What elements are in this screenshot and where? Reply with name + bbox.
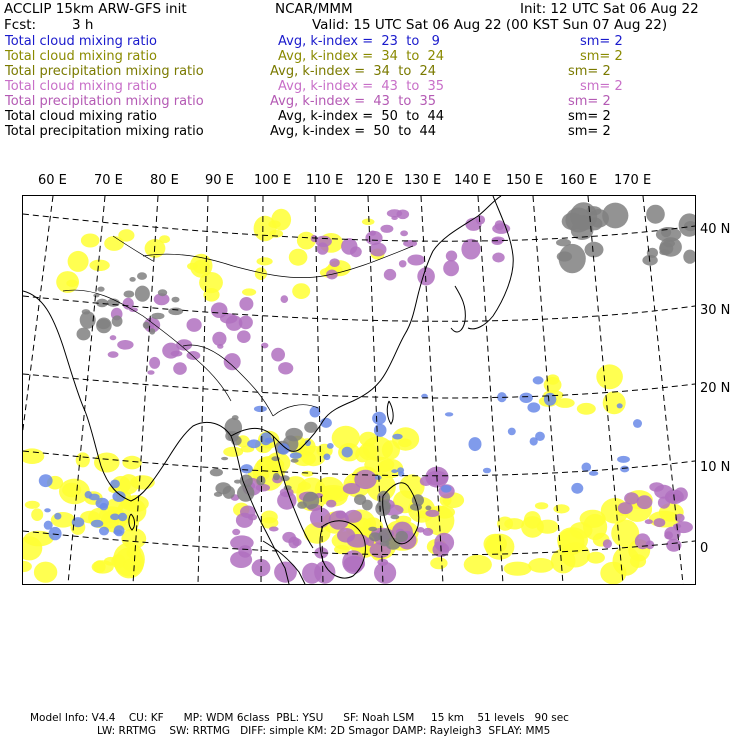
field-blob [254,406,267,412]
field-blob [661,227,671,237]
field-blob [332,426,360,450]
field-blob [104,236,124,251]
field-blob [368,527,377,532]
init-time: Init: 12 UTC Sat 06 Aug 22 [520,1,699,17]
field-blob [483,468,491,474]
field-blob [362,500,373,511]
field-blob [223,447,243,457]
field-blob [329,258,339,267]
field-blob [91,520,103,528]
field-blob [273,473,280,480]
field-blob [530,437,538,445]
field-levels: Avg, k-index = 50 to 44 [270,124,437,139]
field-blob [495,220,505,230]
field-blob [617,456,630,463]
latitude-line [23,296,695,321]
field-blob [301,471,313,477]
field-blob [234,480,241,484]
map-panel [22,195,696,585]
field-blob [397,210,410,220]
latitude-label: 0 [700,541,709,556]
field-blob [446,251,457,262]
field-blob [553,504,569,513]
valid-time: Valid: 15 UTC Sat 06 Aug 22 (00 KST Sun 07 Aug 22) [312,17,668,33]
field-blob [113,542,145,576]
field-blob [544,393,556,406]
field-blob [247,439,261,448]
field-blob [68,251,89,272]
field-blob [398,438,412,447]
field-blob [582,463,592,472]
field-smoothing: sm= 2 [580,79,623,94]
field-blob [278,362,293,374]
field-blob [528,558,554,573]
longitude-label: 130 E [404,173,442,188]
field-name: Total precipitation mixing ratio [5,124,204,139]
field-blob [323,454,330,461]
field-blob [112,315,123,326]
field-blob [602,203,628,229]
field-blob [508,428,516,436]
field-blob [327,443,334,449]
field-blob [81,234,100,248]
field-blob [315,236,332,247]
field-blob [658,497,670,509]
field-blob [571,483,583,494]
field-levels: Avg, k-index = 34 to 24 [278,49,445,64]
field-blob [118,513,127,521]
field-blob [239,297,253,311]
longitude-label: 170 E [614,173,652,188]
field-blob [232,529,240,535]
longitude-label: 100 E [254,173,292,188]
longitude-label: 70 E [94,173,123,188]
field-blob [396,531,408,542]
field-blob [31,508,43,521]
longitude-label: 110 E [306,173,344,188]
field-blob [492,238,503,245]
field-blob [441,485,452,493]
field-blob [226,315,243,331]
field-blob [585,242,604,258]
field-blob [504,562,532,576]
field-smoothing: sm= 2 [580,49,623,64]
field-blob [162,343,179,359]
field-blob [137,272,147,280]
field-name: Total cloud mixing ratio [5,79,158,94]
field-blob [122,456,141,470]
field-blob [241,464,253,473]
field-blob [212,332,226,346]
field-blob [172,297,180,303]
field-blob [469,437,482,451]
field-blob [362,219,375,226]
field-blob [93,560,105,573]
field-blob [62,483,81,498]
field-name: Total precipitation mixing ratio [5,94,204,109]
field-blob [425,506,431,511]
field-blob [85,491,92,498]
latitude-label: 20 N [700,381,731,396]
longitude-label: 150 E [506,173,544,188]
field-blob [603,391,626,414]
longitude-label: 60 E [38,173,67,188]
forecast-hour: 3 h [72,17,94,33]
field-blob [464,555,492,575]
field-blob [112,491,125,502]
field-blob [285,428,303,441]
field-blob [149,357,160,369]
field-blob [375,475,382,480]
field-blob [425,510,439,517]
field-blob [397,467,404,473]
field-blob [269,527,279,532]
field-blob [630,554,646,568]
longitude-label: 120 E [356,173,394,188]
field-blob [257,257,273,265]
field-blob [265,438,274,443]
field-blob [589,471,598,476]
field-blob [256,476,265,486]
field-blob [110,335,117,340]
field-blob [310,406,321,417]
field-blob [44,508,51,512]
field-blob [147,370,154,375]
field-blob [391,469,397,473]
field-blob [374,424,387,437]
field-blob [96,498,109,509]
field-blob [391,216,398,220]
field-name: Total precipitation mixing ratio [5,64,204,79]
field-blob [34,562,57,583]
field-blob [149,328,155,334]
field-blob [445,412,453,416]
field-blob [654,518,666,527]
field-blob [290,452,302,459]
field-blob [230,551,252,568]
field-blob [232,415,239,420]
field-blob [221,457,228,460]
field-blob [151,313,164,320]
field-blob [620,466,629,473]
field-blob [430,557,447,569]
field-blob [384,269,396,281]
field-name: Total cloud mixing ratio [5,109,158,124]
field-blob [407,255,425,266]
field-blob [633,419,642,428]
field-blob [556,239,571,247]
field-blob [158,289,167,296]
field-blob [537,520,559,534]
field-blob [533,376,544,384]
field-blob [520,393,533,403]
field-blob [646,205,665,224]
field-blob [645,519,653,524]
field-blob [559,244,586,273]
coastline-japan [468,196,513,329]
longitude-label: 140 E [454,173,492,188]
field-blob [342,447,353,458]
field-blob [596,364,623,389]
field-blob [544,377,562,393]
field-blob [254,216,277,241]
field-blob [350,246,362,257]
field-blob [683,250,695,264]
field-blob [617,403,623,408]
field-blob [443,260,459,276]
field-blob [242,288,256,295]
field-blob [504,518,524,529]
field-blob [292,283,310,299]
field-blob [374,562,396,584]
field-blob [23,448,44,464]
field-blob [210,468,223,476]
field-blob [560,542,590,567]
field-blob [124,291,135,298]
field-blob [392,434,402,440]
field-blob [108,351,119,358]
field-name: Total cloud mixing ratio [5,34,158,49]
field-blob [611,520,639,548]
field-levels: Avg, k-index = 23 to 9 [278,34,440,49]
field-blob [119,474,138,494]
field-smoothing: sm= 2 [568,94,611,109]
field-blob [326,500,336,508]
field-blob [230,535,254,550]
field-blob [577,403,596,415]
field-levels: Avg, k-index = 43 to 35 [278,79,445,94]
map-title: ACCLIP 15km ARW-GFS init [4,1,187,17]
field-blob [337,528,355,543]
field-blob [82,309,90,314]
field-blob [336,511,346,519]
organization-label: NCAR/MMM [275,1,353,17]
field-blob [77,328,91,341]
field-blob [237,330,251,343]
field-blob [372,412,386,425]
field-blob [117,340,133,350]
field-blob [97,319,111,329]
field-blob [281,295,289,303]
latitude-label: 30 N [700,303,731,318]
field-blob [365,231,382,245]
field-blob [23,561,32,572]
field-blob [535,502,548,509]
field-blob [663,240,675,247]
field-blob [268,220,280,228]
field-blob [261,511,278,524]
field-smoothing: sm= 2 [568,109,611,124]
field-blob [271,348,285,362]
field-blob [282,532,296,543]
field-smoothing: sm= 2 [568,64,611,79]
field-blob [369,532,381,541]
model-info-line1: Model Info: V4.4 CU: KF MP: WDM 6class PBL: YSU SF: Noah LSM 15 km 51 levels 90 sec [30,712,569,724]
field-blob [355,447,370,463]
forecast-label: Fcst: [4,17,37,33]
field-blob [310,507,331,528]
field-blob [400,230,408,236]
field-blob [187,263,198,270]
map-canvas [23,196,695,584]
field-levels: Avg, k-index = 43 to 35 [270,94,437,109]
field-blob [56,271,79,293]
longitude-label: 90 E [205,173,234,188]
field-blob [97,287,104,292]
field-blob [380,225,393,233]
model-info-line2: LW: RRTMG SW: RRTMG DIFF: simple KM: 2D Smagor DAMP: Rayleigh3 SFLAY: MM5 [97,725,551,737]
field-blob [527,402,540,412]
field-levels: Avg, k-index = 50 to 44 [278,109,445,124]
field-blob [214,492,222,497]
field-blob [224,353,241,370]
field-blob [461,239,480,260]
field-blob [49,527,62,540]
field-levels: Avg, k-index = 34 to 24 [270,64,437,79]
field-blob [417,267,435,285]
field-blob [274,562,297,583]
field-blob [420,476,432,486]
field-blob [555,398,574,408]
field-smoothing: sm= 2 [568,124,611,139]
longitude-label: 80 E [150,173,179,188]
latitude-label: 40 N [700,222,731,237]
field-blob [223,486,235,499]
latitude-line [23,374,695,398]
coastline-korea [451,286,465,332]
field-blob [143,322,150,329]
field-blob [289,249,308,266]
field-blob [25,501,40,509]
field-smoothing: sm= 2 [580,34,623,49]
field-blob [99,527,109,536]
field-blob [129,277,135,282]
field-name: Total cloud mixing ratio [5,49,158,64]
field-blob [492,253,504,263]
field-blob [266,452,290,473]
coastline-taiwan [387,401,393,424]
field-blob [291,459,299,463]
field-blob [399,260,407,267]
field-blob [303,492,319,509]
longitude-label: 160 E [560,173,598,188]
field-blob [114,525,125,536]
field-blob [637,495,653,509]
field-blob [240,506,256,519]
latitude-label: 10 N [700,460,731,475]
field-blob [674,487,688,501]
field-blob [168,308,183,316]
field-blob [123,298,134,310]
field-blob [39,474,53,487]
field-blob [76,452,90,467]
field-blob [391,515,400,520]
field-blob [343,483,360,494]
field-blob [135,286,150,302]
field-blob [54,513,61,520]
field-blob [187,318,202,332]
field-blob [284,485,292,490]
field-blob [575,215,591,228]
field-blob [173,362,187,375]
field-blob [89,260,109,271]
field-blob [281,475,290,481]
field-blob [603,539,612,548]
